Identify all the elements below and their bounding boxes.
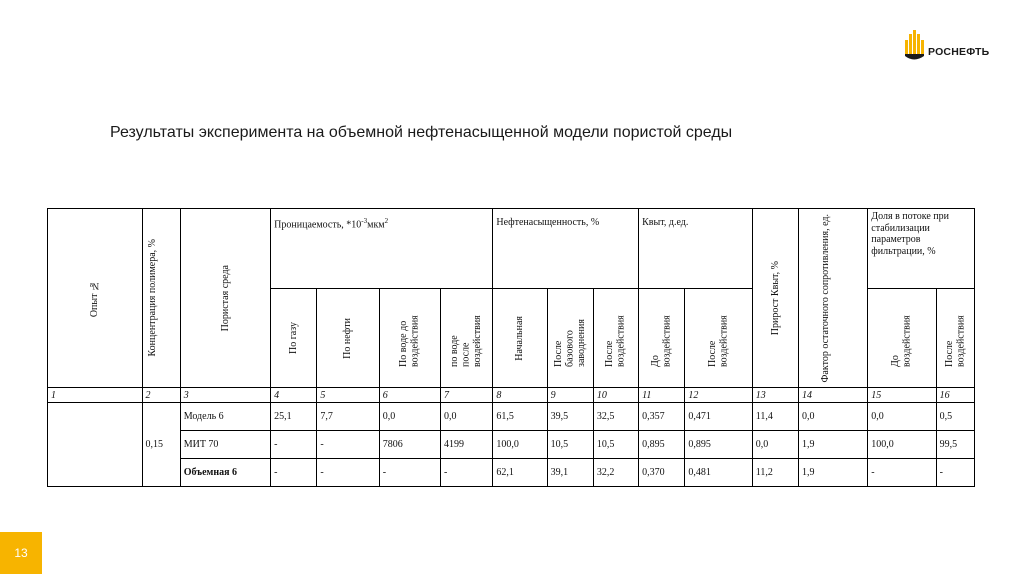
header-k-before: До воздействия — [639, 288, 685, 388]
table-cell: - — [868, 459, 936, 487]
table-cell: 0,5 — [936, 403, 974, 431]
medium-cell: Объемная 6 — [180, 459, 270, 487]
header-perm-group: Проницаемость, $*10^{-3}мкм^2$ — [271, 209, 493, 289]
table-cell: 11,2 — [752, 459, 798, 487]
header-perm-water-before: По воде до воздействия — [379, 288, 440, 388]
header-medium: Пористая среда — [180, 209, 270, 388]
table-cell: 7806 — [379, 431, 440, 459]
table-cell: 0,0 — [752, 431, 798, 459]
table-cell: - — [317, 431, 379, 459]
header-sat-after: После воздействия — [593, 288, 638, 388]
table-cell: 1,9 — [798, 459, 867, 487]
table-cell: - — [441, 459, 493, 487]
page-number: 13 — [0, 532, 42, 574]
header-share-after: После воздействия — [936, 288, 974, 388]
medium-cell: Модель 6 — [180, 403, 270, 431]
col-num: 16 — [936, 388, 974, 403]
conc-cell: 0,15 — [142, 403, 180, 487]
col-num: 12 — [685, 388, 752, 403]
table-cell: 39,1 — [547, 459, 593, 487]
header-share-group: Доля в потоке при стабилизации параметров фильтрации, % — [868, 209, 975, 289]
table-row — [48, 431, 975, 459]
table-cell: 0,471 — [685, 403, 752, 431]
header-share-before: До воздействия — [868, 288, 936, 388]
results-table — [47, 208, 975, 487]
table-cell: 0,0 — [868, 403, 936, 431]
table-cell: 11,4 — [752, 403, 798, 431]
header-gain: Прирост Квыт, % — [752, 209, 798, 388]
table-cell: 0,357 — [639, 403, 685, 431]
table-cell: 39,5 — [547, 403, 593, 431]
header-perm-water-after: по воде после воздействия — [441, 288, 493, 388]
table-cell: 25,1 — [271, 403, 317, 431]
table-row — [48, 459, 975, 487]
table-cell: 32,5 — [593, 403, 638, 431]
table-cell: 0,481 — [685, 459, 752, 487]
table-cell: 0,0 — [798, 403, 867, 431]
rosneft-emblem-icon — [904, 26, 926, 66]
col-num: 8 — [493, 388, 547, 403]
column-number-row — [48, 388, 975, 403]
header-perm-oil: По нефти — [317, 288, 379, 388]
col-num: 1 — [48, 388, 143, 403]
logo-text: РОСНЕФТЬ — [928, 46, 990, 58]
table-cell: 100,0 — [493, 431, 547, 459]
table-row — [48, 403, 975, 431]
header-perm-gas: По газу — [271, 288, 317, 388]
header-sat-after-base: После базового заводнения — [547, 288, 593, 388]
table-cell: - — [271, 459, 317, 487]
col-num: 10 — [593, 388, 638, 403]
header-row-1 — [48, 209, 975, 289]
exp-cell — [48, 403, 143, 487]
table-cell: 0,0 — [379, 403, 440, 431]
col-num: 6 — [379, 388, 440, 403]
table-cell: 10,5 — [547, 431, 593, 459]
table-cell: 62,1 — [493, 459, 547, 487]
table-cell: - — [317, 459, 379, 487]
table-cell: 0,895 — [685, 431, 752, 459]
col-num: 2 — [142, 388, 180, 403]
col-num: 13 — [752, 388, 798, 403]
header-resist: Фактор остаточного сопротивления, ед. — [798, 209, 867, 388]
table-cell: - — [936, 459, 974, 487]
table-cell: 0,0 — [441, 403, 493, 431]
page-title: Результаты эксперимента на объемной нефтенасыщенной модели пористой среды — [110, 124, 733, 141]
col-num: 14 — [798, 388, 867, 403]
table-cell: 4199 — [441, 431, 493, 459]
col-num: 9 — [547, 388, 593, 403]
table-cell: 32,2 — [593, 459, 638, 487]
col-num: 3 — [180, 388, 270, 403]
table-cell: 7,7 — [317, 403, 379, 431]
table-cell: 100,0 — [868, 431, 936, 459]
table-cell: 0,370 — [639, 459, 685, 487]
header-k-after: После воздействия — [685, 288, 752, 388]
table-cell: 0,895 — [639, 431, 685, 459]
header-sat-initial: Начальная — [493, 288, 547, 388]
col-num: 4 — [271, 388, 317, 403]
header-exp: Опыт № — [48, 209, 143, 388]
table-cell: 1,9 — [798, 431, 867, 459]
table-cell: 61,5 — [493, 403, 547, 431]
col-num: 15 — [868, 388, 936, 403]
header-conc: Концентрация полимера, % — [142, 209, 180, 388]
table-cell: 99,5 — [936, 431, 974, 459]
table-cell: - — [379, 459, 440, 487]
header-sat-group: Нефтенасыщенность, % — [493, 209, 639, 289]
col-num: 11 — [639, 388, 685, 403]
header-k-group: Квыт, д.ед. — [639, 209, 753, 289]
col-num: 5 — [317, 388, 379, 403]
company-logo — [904, 26, 996, 66]
table-cell: 10,5 — [593, 431, 638, 459]
medium-cell: МИТ 70 — [180, 431, 270, 459]
col-num: 7 — [441, 388, 493, 403]
table-cell: - — [271, 431, 317, 459]
